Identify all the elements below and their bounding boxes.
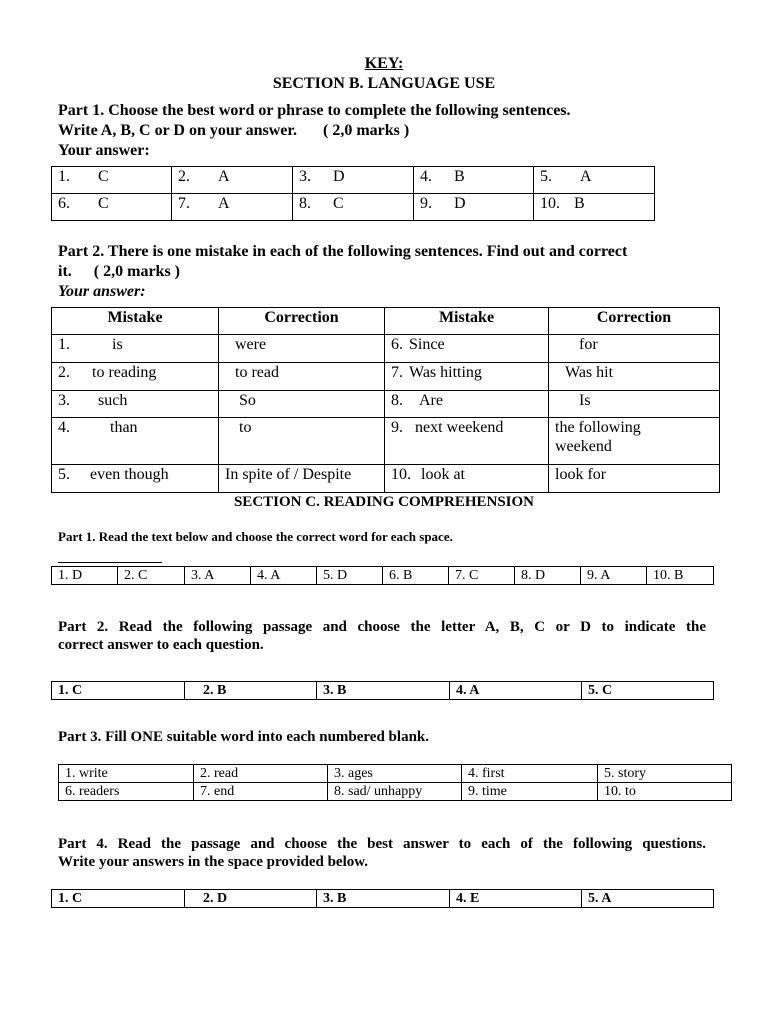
part2-marks: ( 2,0 marks ) bbox=[93, 263, 180, 280]
mistake-cell: 10. look at bbox=[385, 465, 549, 493]
mistake-cell: 5. even though bbox=[52, 465, 219, 493]
header-correction: Correction bbox=[219, 308, 385, 335]
c-part2-instruction-line1: Part 2. Read the following passage and choose the letter A, B, C or D to indicate the bbox=[58, 619, 706, 635]
part1-instruction-text: Write A, B, C or D on your answer. bbox=[58, 122, 297, 139]
answer-cell: 5. D bbox=[317, 567, 383, 585]
mistake-cell: 6. Since bbox=[385, 335, 549, 363]
table-row bbox=[52, 682, 714, 700]
answer-cell: 8. sad/ unhappy bbox=[328, 783, 462, 801]
answer-cell: 1. C bbox=[52, 682, 185, 700]
answer-cell: 4. first bbox=[462, 765, 598, 783]
part1-instruction-line2 bbox=[58, 121, 409, 140]
answer-cell: 9. D bbox=[414, 194, 534, 221]
c-part1-answer-table bbox=[51, 566, 714, 585]
correction-cell: In spite of / Despite bbox=[219, 465, 385, 493]
header-correction: Correction bbox=[549, 308, 720, 335]
answer-cell: 2. read bbox=[194, 765, 328, 783]
answer-cell: 6. C bbox=[52, 194, 172, 221]
answer-cell: 8. D bbox=[515, 567, 581, 585]
correction-cell: look for bbox=[549, 465, 720, 493]
section-c-title: SECTION C. READING COMPREHENSION bbox=[233, 494, 535, 510]
table-row bbox=[52, 167, 655, 194]
correction-cell: to bbox=[219, 418, 385, 465]
answer-cell: 3. B bbox=[317, 890, 450, 908]
table-row bbox=[52, 335, 720, 363]
mistake-cell: 8. Are bbox=[385, 391, 549, 418]
correction-cell: Is bbox=[549, 391, 720, 418]
part2-instruction-line2 bbox=[58, 262, 180, 281]
answer-cell: 6. B bbox=[383, 567, 449, 585]
answer-cell: 4. E bbox=[450, 890, 582, 908]
answer-cell: 3. D bbox=[293, 167, 414, 194]
c-part4-instruction-line1: Part 4. Read the passage and choose the best answer to each of the following questions. bbox=[58, 836, 706, 852]
c-part2-instruction-line2: correct answer to each question. bbox=[58, 637, 264, 653]
answer-cell: 10. to bbox=[598, 783, 732, 801]
table-row bbox=[59, 765, 732, 783]
answer-cell: 7. end bbox=[194, 783, 328, 801]
answer-cell: 3. A bbox=[185, 567, 251, 585]
answer-cell: 3. ages bbox=[328, 765, 462, 783]
answer-cell: 8. C bbox=[293, 194, 414, 221]
part2-correction-table bbox=[51, 307, 720, 493]
answer-cell: 2. A bbox=[172, 167, 293, 194]
table-row bbox=[52, 567, 714, 585]
answer-cell: 10. B bbox=[534, 194, 655, 221]
part2-your-answer: Your answer: bbox=[58, 283, 146, 300]
correction-cell: were bbox=[219, 335, 385, 363]
answer-cell: 1. C bbox=[52, 167, 172, 194]
c-part1-instruction: Part 1. Read the text below and choose the correct word for each space. bbox=[58, 529, 453, 544]
answer-cell: 4. A bbox=[450, 682, 582, 700]
table-row bbox=[52, 194, 655, 221]
mistake-cell: 9. next weekend bbox=[385, 418, 549, 465]
answer-cell: 5. A bbox=[534, 167, 655, 194]
correction-cell: the following weekend bbox=[549, 418, 720, 465]
table-row bbox=[52, 363, 720, 391]
part2-instruction-line1: Part 2. There is one mistake in each of the following sentences. Find out and correct bbox=[58, 243, 628, 260]
mistake-cell: 1. is bbox=[52, 335, 219, 363]
answer-cell: 1. D bbox=[52, 567, 118, 585]
answer-cell: 5. story bbox=[598, 765, 732, 783]
table-row bbox=[52, 418, 720, 465]
part1-your-answer: Your answer: bbox=[58, 142, 150, 159]
mistake-cell: 2. to reading bbox=[52, 363, 219, 391]
c-part2-answer-table bbox=[51, 681, 714, 700]
c-part3-answer-table bbox=[58, 764, 732, 801]
answer-cell: 3. B bbox=[317, 682, 450, 700]
correction-cell: Was hit bbox=[549, 363, 720, 391]
answer-cell: 4. A bbox=[251, 567, 317, 585]
answer-cell: 6. readers bbox=[59, 783, 194, 801]
answer-cell: 9. A bbox=[581, 567, 647, 585]
table-row bbox=[52, 465, 720, 493]
answer-cell: 2. C bbox=[118, 567, 185, 585]
answer-cell: 10. B bbox=[647, 567, 714, 585]
answer-cell: 9. time bbox=[462, 783, 598, 801]
blank-line bbox=[58, 562, 162, 563]
correction-cell: for bbox=[549, 335, 720, 363]
mistake-cell: 4. than bbox=[52, 418, 219, 465]
answer-cell: 1. C bbox=[52, 890, 185, 908]
answer-cell: 2. B bbox=[185, 682, 317, 700]
c-part3-instruction: Part 3. Fill ONE suitable word into each numbered blank. bbox=[58, 729, 430, 745]
part2-instruction-text: it. bbox=[58, 263, 72, 280]
header-mistake: Mistake bbox=[385, 308, 549, 335]
table-row bbox=[52, 890, 714, 908]
part1-answer-table bbox=[51, 166, 655, 221]
part1-instruction-line1: Part 1. Choose the best word or phrase to complete the following sentences. bbox=[58, 102, 571, 119]
table-row bbox=[59, 783, 732, 801]
answer-cell: 5. A bbox=[582, 890, 714, 908]
answer-cell: 2. D bbox=[185, 890, 317, 908]
table-header-row bbox=[52, 308, 720, 335]
answer-cell: 1. write bbox=[59, 765, 194, 783]
answer-cell: 7. A bbox=[172, 194, 293, 221]
mistake-cell: 7. Was hitting bbox=[385, 363, 549, 391]
c-part4-instruction-line2: Write your answers in the space provided below. bbox=[58, 854, 369, 870]
answer-cell: 5. C bbox=[582, 682, 714, 700]
correction-cell: So bbox=[219, 391, 385, 418]
mistake-cell: 3. such bbox=[52, 391, 219, 418]
table-row bbox=[52, 391, 720, 418]
part1-marks: ( 2,0 marks ) bbox=[322, 122, 410, 139]
key-title: KEY: bbox=[364, 55, 404, 72]
correction-cell: to read bbox=[219, 363, 385, 391]
answer-cell: 4. B bbox=[414, 167, 534, 194]
section-b-title: SECTION B. LANGUAGE USE bbox=[272, 75, 496, 92]
c-part4-answer-table bbox=[51, 889, 714, 908]
header-mistake: Mistake bbox=[52, 308, 219, 335]
answer-cell: 7. C bbox=[449, 567, 515, 585]
